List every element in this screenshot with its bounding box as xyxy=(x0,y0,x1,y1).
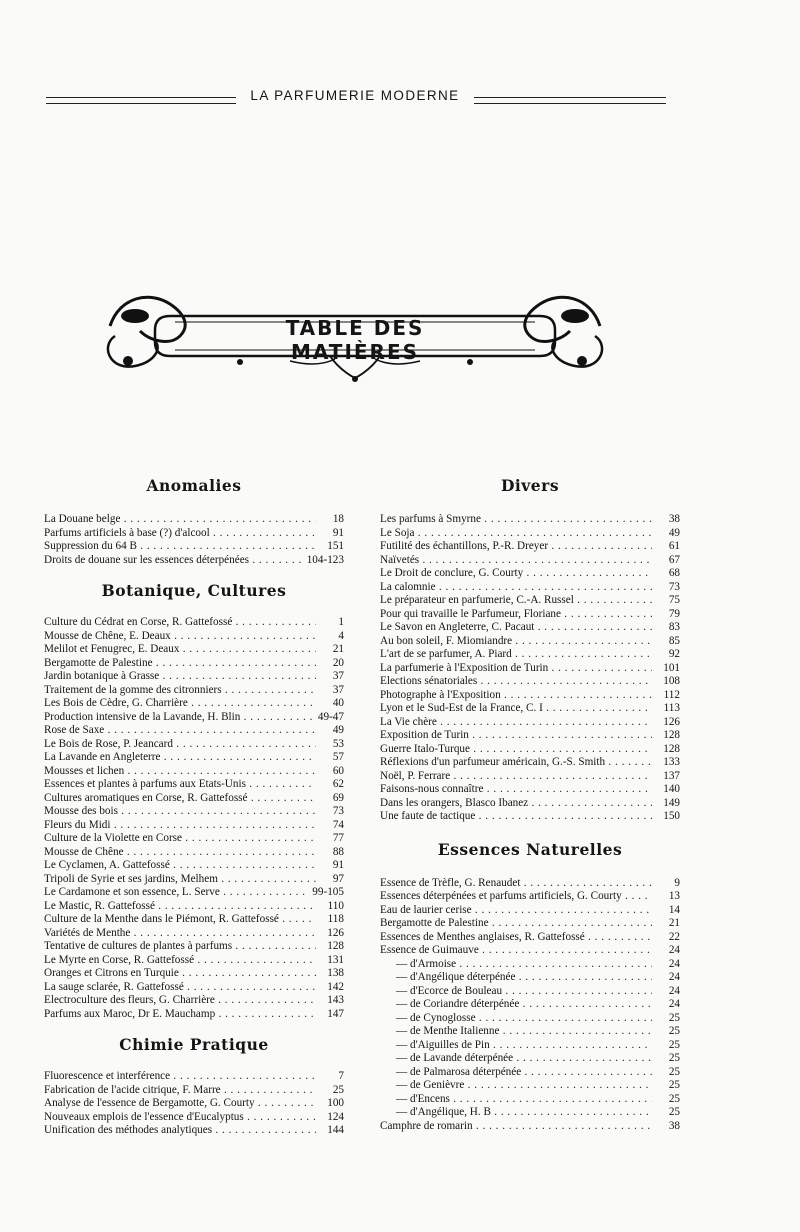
toc-entry-title: Au bon soleil, F. Miomiandre . . . xyxy=(380,635,652,649)
toc-entry-title: Le Mastic, R. Gattefossé . . . xyxy=(44,900,316,914)
toc-list-botanique xyxy=(44,616,344,1021)
toc-entry-page: 128 xyxy=(324,940,344,954)
toc-entry xyxy=(44,832,344,846)
toc-entry-page: 126 xyxy=(324,927,344,941)
toc-entry-page: 142 xyxy=(324,981,344,995)
toc-entry-title: Droits de douane sur les essences déterpénées . . . xyxy=(44,554,316,568)
left-column xyxy=(44,0,344,1138)
toc-entry-page: 91 xyxy=(330,527,344,541)
toc-entry-page: 25 xyxy=(666,1066,680,1080)
toc-entry-page: 92 xyxy=(666,648,680,662)
toc-entry-title: Le Cyclamen, A. Gattefossé . . . xyxy=(44,859,316,873)
toc-entry xyxy=(380,1025,680,1039)
section-heading-anomalies: Anomalies xyxy=(146,476,242,495)
toc-entry xyxy=(44,684,344,698)
toc-entry-title: Parfums aux Maroc, Dr E. Mauchamp . . . xyxy=(44,1008,316,1022)
toc-entry-page: 25 xyxy=(666,1012,680,1026)
toc-entry-page: 37 xyxy=(330,684,344,698)
toc-entry-page: 133 xyxy=(660,756,680,770)
toc-entry-page: 25 xyxy=(666,1025,680,1039)
toc-entry xyxy=(380,917,680,931)
toc-entry-page: 25 xyxy=(666,1106,680,1120)
toc-entry xyxy=(44,751,344,765)
toc-entry xyxy=(380,689,680,703)
toc-entry-page: 24 xyxy=(666,958,680,972)
toc-entry-page: 49 xyxy=(666,527,680,541)
toc-entry-page: 20 xyxy=(330,657,344,671)
toc-entry xyxy=(380,594,680,608)
toc-entry xyxy=(44,1111,344,1125)
toc-entry-page: 22 xyxy=(666,931,680,945)
toc-entry xyxy=(44,846,344,860)
toc-entry xyxy=(380,581,680,595)
toc-entry xyxy=(380,608,680,622)
toc-entry xyxy=(44,940,344,954)
toc-entry xyxy=(44,954,344,968)
toc-entry-page: 110 xyxy=(325,900,344,914)
toc-entry xyxy=(380,998,680,1012)
toc-entry-page: 128 xyxy=(660,743,680,757)
toc-entry xyxy=(44,886,344,900)
toc-entry xyxy=(380,567,680,581)
toc-entry-title: Essences et plantes à parfums aux Etats-Unis . . . xyxy=(44,778,316,792)
table-title: TABLE DES MATIÈRES xyxy=(285,316,425,364)
toc-entry-title: — de Palmarosa déterpénée . . . xyxy=(380,1066,652,1080)
toc-entry-title: Essence de Trèfle, G. Renaudet . . . xyxy=(380,877,652,891)
toc-entry xyxy=(380,985,680,999)
toc-entry-page: 143 xyxy=(324,994,344,1008)
toc-entry-page: 128 xyxy=(660,729,680,743)
toc-entry-page: 126 xyxy=(660,716,680,730)
toc-entry xyxy=(44,630,344,644)
toc-list-anomalies xyxy=(44,513,344,567)
toc-entry xyxy=(380,648,680,662)
toc-entry xyxy=(44,981,344,995)
toc-entry-page: 144 xyxy=(324,1124,344,1138)
toc-entry xyxy=(380,1052,680,1066)
toc-entry xyxy=(44,670,344,684)
toc-entry xyxy=(380,743,680,757)
section-heading-botanique: Botanique, Cultures xyxy=(101,581,287,600)
toc-entry-title: — de Cynoglosse . . . xyxy=(380,1012,652,1026)
toc-entry-page: 25 xyxy=(666,1079,680,1093)
toc-entry xyxy=(380,702,680,716)
toc-entry-title: Mousses et lichen . . . xyxy=(44,765,316,779)
toc-entry-title: Elections sénatoriales . . . xyxy=(380,675,652,689)
toc-entry-page: 38 xyxy=(666,1120,680,1134)
toc-entry xyxy=(380,540,680,554)
toc-entry xyxy=(44,1124,344,1138)
toc-entry xyxy=(380,783,680,797)
toc-entry-page: 73 xyxy=(330,805,344,819)
toc-entry-title: Essence de Guimauve . . . xyxy=(380,944,652,958)
toc-entry xyxy=(44,778,344,792)
toc-entry-page: 25 xyxy=(330,1084,344,1098)
toc-entry-page: 147 xyxy=(324,1008,344,1022)
toc-entry-page: 140 xyxy=(660,783,680,797)
toc-entry-page: 24 xyxy=(666,971,680,985)
toc-entry-page: 68 xyxy=(666,567,680,581)
toc-entry-page: 4 xyxy=(335,630,344,644)
toc-entry-title: Bergamotte de Palestine . . . xyxy=(44,657,316,671)
toc-entry-title: Essences de Menthes anglaises, R. Gattefossé . . . xyxy=(380,931,652,945)
toc-entry-page: 21 xyxy=(330,643,344,657)
toc-entry-page: 99-105 xyxy=(309,886,344,900)
toc-entry-title: Culture du Cédrat en Corse, R. Gattefossé . . . xyxy=(44,616,316,630)
toc-entry-title: Melilot et Fenugrec, E. Deaux . . . xyxy=(44,643,316,657)
toc-entry-title: Exposition de Turin . . . xyxy=(380,729,652,743)
toc-entry xyxy=(380,890,680,904)
toc-entry xyxy=(380,931,680,945)
toc-entry xyxy=(44,765,344,779)
toc-entry xyxy=(380,971,680,985)
toc-entry-page: 49-47 xyxy=(315,711,344,725)
toc-entry-title: — de Coriandre déterpénée . . . xyxy=(380,998,652,1012)
toc-entry-page: 113 xyxy=(661,702,680,716)
toc-entry-page: 104-123 xyxy=(304,554,344,568)
toc-entry-page: 1 xyxy=(335,616,344,630)
toc-entry-page: 138 xyxy=(324,967,344,981)
toc-entry-page: 73 xyxy=(666,581,680,595)
toc-entry-page: 24 xyxy=(666,985,680,999)
toc-entry-page: 118 xyxy=(325,913,344,927)
toc-entry xyxy=(380,554,680,568)
toc-entry-title: Parfums artificiels à base (?) d'alcool . . . xyxy=(44,527,316,541)
toc-entry-title: Essences déterpénées et parfums artificiels, G. Courty . . . xyxy=(380,890,652,904)
toc-entry-title: Suppression du 64 B . . . xyxy=(44,540,316,554)
toc-entry xyxy=(380,527,680,541)
toc-entry xyxy=(380,1079,680,1093)
toc-entry xyxy=(44,927,344,941)
toc-entry xyxy=(380,635,680,649)
toc-entry xyxy=(380,1106,680,1120)
toc-entry-page: 100 xyxy=(324,1097,344,1111)
toc-entry-title: Culture de la Violette en Corse . . . xyxy=(44,832,316,846)
toc-entry-title: Le Droit de conclure, G. Courty . . . xyxy=(380,567,652,581)
toc-entry-page: 124 xyxy=(324,1111,344,1125)
toc-entry xyxy=(44,1097,344,1111)
toc-entry-page: 149 xyxy=(660,797,680,811)
toc-entry-page: 25 xyxy=(666,1093,680,1107)
toc-entry xyxy=(44,738,344,752)
toc-entry xyxy=(44,913,344,927)
toc-entry-page: 40 xyxy=(330,697,344,711)
toc-entry xyxy=(380,621,680,635)
toc-entry xyxy=(380,675,680,689)
toc-entry xyxy=(44,967,344,981)
toc-entry xyxy=(44,994,344,1008)
toc-entry-title: Faisons-nous connaître . . . xyxy=(380,783,652,797)
toc-entry-title: La parfumerie à l'Exposition de Turin . . . xyxy=(380,662,652,676)
toc-entry-page: 24 xyxy=(666,944,680,958)
toc-entry xyxy=(380,810,680,824)
toc-entry xyxy=(380,904,680,918)
toc-entry-page: 62 xyxy=(330,778,344,792)
toc-entry-page: 38 xyxy=(666,513,680,527)
toc-entry-title: — d'Ecorce de Bouleau . . . xyxy=(380,985,652,999)
toc-entry-title: Nouveaux emplois de l'essence d'Eucalyptus . . . xyxy=(44,1111,316,1125)
toc-entry xyxy=(44,616,344,630)
toc-entry-page: 9 xyxy=(671,877,680,891)
toc-entry-page: 83 xyxy=(666,621,680,635)
toc-entry-title: Pour qui travaille le Parfumeur, Floriane . . . xyxy=(380,608,652,622)
toc-entry-title: Le Cardamone et son essence, L. Serve . . . xyxy=(44,886,316,900)
toc-entry-title: La Douane belge . . . xyxy=(44,513,316,527)
toc-entry xyxy=(44,657,344,671)
toc-entry xyxy=(44,540,344,554)
toc-entry-title: Production intensive de la Lavande, H. Blin . . . xyxy=(44,711,316,725)
toc-list-divers xyxy=(380,513,680,824)
toc-entry-title: Une faute de tactique . . . xyxy=(380,810,652,824)
toc-entry-page: 24 xyxy=(666,998,680,1012)
toc-entry xyxy=(44,1008,344,1022)
toc-entry-page: 101 xyxy=(660,662,680,676)
toc-list-chimie xyxy=(44,1070,344,1138)
toc-entry-page: 57 xyxy=(330,751,344,765)
toc-entry xyxy=(44,792,344,806)
toc-entry-title: Electroculture des fleurs, G. Charrière . . . xyxy=(44,994,316,1008)
toc-entry-title: Fluorescence et interférence . . . xyxy=(44,1070,316,1084)
toc-entry-page: 25 xyxy=(666,1052,680,1066)
toc-entry xyxy=(44,859,344,873)
toc-entry-title: — d'Angélique déterpénée . . . xyxy=(380,971,652,985)
toc-entry-title: Camphre de romarin . . . xyxy=(380,1120,652,1134)
toc-entry-page: 131 xyxy=(324,954,344,968)
toc-entry xyxy=(380,716,680,730)
toc-entry xyxy=(44,527,344,541)
toc-entry xyxy=(44,554,344,568)
toc-entry-page: 14 xyxy=(666,904,680,918)
toc-entry-title: Les Bois de Cèdre, G. Charrière . . . xyxy=(44,697,316,711)
toc-entry-title: Unification des méthodes analytiques . . . xyxy=(44,1124,316,1138)
toc-entry-title: La Lavande en Angleterre . . . xyxy=(44,751,316,765)
toc-entry-page: 53 xyxy=(330,738,344,752)
toc-entry-page: 25 xyxy=(666,1039,680,1053)
toc-entry-page: 79 xyxy=(666,608,680,622)
toc-entry-title: Photographe à l'Exposition . . . xyxy=(380,689,652,703)
toc-entry-title: Cultures aromatiques en Corse, R. Gattefossé . . . xyxy=(44,792,316,806)
toc-entry xyxy=(380,1039,680,1053)
toc-entry-page: 7 xyxy=(335,1070,344,1084)
toc-entry-page: 18 xyxy=(330,513,344,527)
toc-entry-title: Noël, P. Ferrare . . . xyxy=(380,770,652,784)
toc-entry-title: Variétés de Menthe . . . xyxy=(44,927,316,941)
toc-entry xyxy=(44,805,344,819)
toc-entry-page: 91 xyxy=(330,859,344,873)
toc-entry-page: 112 xyxy=(661,689,680,703)
toc-entry-title: Rose de Saxe . . . xyxy=(44,724,316,738)
toc-entry xyxy=(44,1070,344,1084)
toc-entry-title: — de Genièvre . . . xyxy=(380,1079,652,1093)
toc-entry-title: Futilité des échantillons, P.-R. Dreyer . . . xyxy=(380,540,652,554)
toc-entry-title: Lyon et le Sud-Est de la France, C. I . . . xyxy=(380,702,652,716)
toc-entry-title: Eau de laurier cerise . . . xyxy=(380,904,652,918)
toc-entry xyxy=(380,1066,680,1080)
toc-entry-title: Culture de la Menthe dans le Piémont, R. Gattefossé . . . xyxy=(44,913,316,927)
toc-entry-page: 108 xyxy=(660,675,680,689)
toc-entry xyxy=(380,770,680,784)
toc-entry-page: 151 xyxy=(324,540,344,554)
toc-list-essences xyxy=(380,877,680,1134)
toc-entry xyxy=(44,711,344,725)
toc-entry xyxy=(380,1012,680,1026)
toc-entry xyxy=(380,877,680,891)
toc-entry-title: Mousse des bois . . . xyxy=(44,805,316,819)
toc-entry-title: Réflexions d'un parfumeur américain, G.-S. Smith . . . xyxy=(380,756,652,770)
journal-title: LA PARFUMERIE MODERNE xyxy=(250,88,460,103)
toc-entry-title: La Vie chère . . . xyxy=(380,716,652,730)
toc-entry-page: 67 xyxy=(666,554,680,568)
toc-entry-page: 69 xyxy=(330,792,344,806)
toc-entry xyxy=(44,643,344,657)
toc-entry-title: — d'Encens . . . xyxy=(380,1093,652,1107)
toc-entry-title: La calomnie . . . xyxy=(380,581,652,595)
toc-entry-page: 137 xyxy=(660,770,680,784)
toc-entry-title: Guerre Italo-Turque . . . xyxy=(380,743,652,757)
toc-entry-page: 85 xyxy=(666,635,680,649)
toc-entry xyxy=(44,1084,344,1098)
toc-entry xyxy=(44,900,344,914)
toc-entry-title: — d'Armoise . . . xyxy=(380,958,652,972)
toc-entry xyxy=(44,819,344,833)
toc-entry-page: 150 xyxy=(660,810,680,824)
toc-entry xyxy=(380,662,680,676)
toc-entry xyxy=(380,1093,680,1107)
toc-entry-page: 88 xyxy=(330,846,344,860)
toc-entry-title: Le Bois de Rose, P. Jeancard . . . xyxy=(44,738,316,752)
toc-entry-title: — de Lavande déterpénée . . . xyxy=(380,1052,652,1066)
toc-entry-title: Les parfums à Smyrne . . . xyxy=(380,513,652,527)
toc-entry-title: — d'Angélique, H. B . . . xyxy=(380,1106,652,1120)
toc-entry-title: — de Menthe Italienne . . . xyxy=(380,1025,652,1039)
toc-entry-page: 77 xyxy=(330,832,344,846)
toc-entry xyxy=(44,724,344,738)
toc-entry-title: Tripoli de Syrie et ses jardins, Melhem . . . xyxy=(44,873,316,887)
section-heading-divers: Divers xyxy=(500,476,560,495)
toc-entry-title: L'art de se parfumer, A. Piard . . . xyxy=(380,648,652,662)
toc-entry-page: 61 xyxy=(666,540,680,554)
toc-entry-title: Mousse de Chêne . . . xyxy=(44,846,316,860)
toc-entry-title: Le Soja . . . xyxy=(380,527,652,541)
toc-entry-title: Fleurs du Midi . . . xyxy=(44,819,316,833)
toc-entry-page: 13 xyxy=(666,890,680,904)
toc-entry-page: 97 xyxy=(330,873,344,887)
section-heading-essences: Essences Naturelles xyxy=(437,839,623,859)
toc-entry xyxy=(44,697,344,711)
toc-entry-page: 60 xyxy=(330,765,344,779)
toc-entry xyxy=(380,729,680,743)
toc-entry-title: Fabrication de l'acide citrique, F. Marre . . . xyxy=(44,1084,316,1098)
toc-entry xyxy=(380,756,680,770)
toc-entry xyxy=(380,944,680,958)
toc-entry-page: 37 xyxy=(330,670,344,684)
toc-entry-page: 21 xyxy=(666,917,680,931)
toc-entry xyxy=(380,513,680,527)
toc-entry-title: Naïvetés . . . xyxy=(380,554,652,568)
toc-entry-title: Jardin botanique à Grasse . . . xyxy=(44,670,316,684)
toc-entry xyxy=(380,958,680,972)
toc-entry-title: Le Savon en Angleterre, C. Pacaut . . . xyxy=(380,621,652,635)
section-heading-chimie: Chimie Pratique xyxy=(119,1035,269,1054)
toc-entry-page: 74 xyxy=(330,819,344,833)
toc-entry-page: 49 xyxy=(330,724,344,738)
toc-entry-title: Le Myrte en Corse, R. Gattefossé . . . xyxy=(44,954,316,968)
toc-entry-title: Oranges et Citrons en Turquie . . . xyxy=(44,967,316,981)
toc-entry xyxy=(380,1120,680,1134)
toc-entry-page: 75 xyxy=(666,594,680,608)
toc-entry-title: Mousse de Chêne, E. Deaux . . . xyxy=(44,630,316,644)
toc-entry-title: — d'Aiguilles de Pin . . . xyxy=(380,1039,652,1053)
toc-entry xyxy=(44,873,344,887)
toc-entry xyxy=(44,513,344,527)
toc-entry-title: Le préparateur en parfumerie, C.-A. Russel . . . xyxy=(380,594,652,608)
right-column xyxy=(380,0,680,1133)
toc-entry xyxy=(380,797,680,811)
toc-entry-title: Dans les orangers, Blasco Ibanez . . . xyxy=(380,797,652,811)
toc-entry-title: Tentative de cultures de plantes à parfums . . . xyxy=(44,940,316,954)
toc-entry-title: La sauge sclarée, R. Gattefossé . . . xyxy=(44,981,316,995)
toc-entry-title: Traitement de la gomme des citronniers . . . xyxy=(44,684,316,698)
toc-entry-title: Analyse de l'essence de Bergamotte, G. Courty . . . xyxy=(44,1097,316,1111)
toc-entry-title: Bergamotte de Palestine . . . xyxy=(380,917,652,931)
